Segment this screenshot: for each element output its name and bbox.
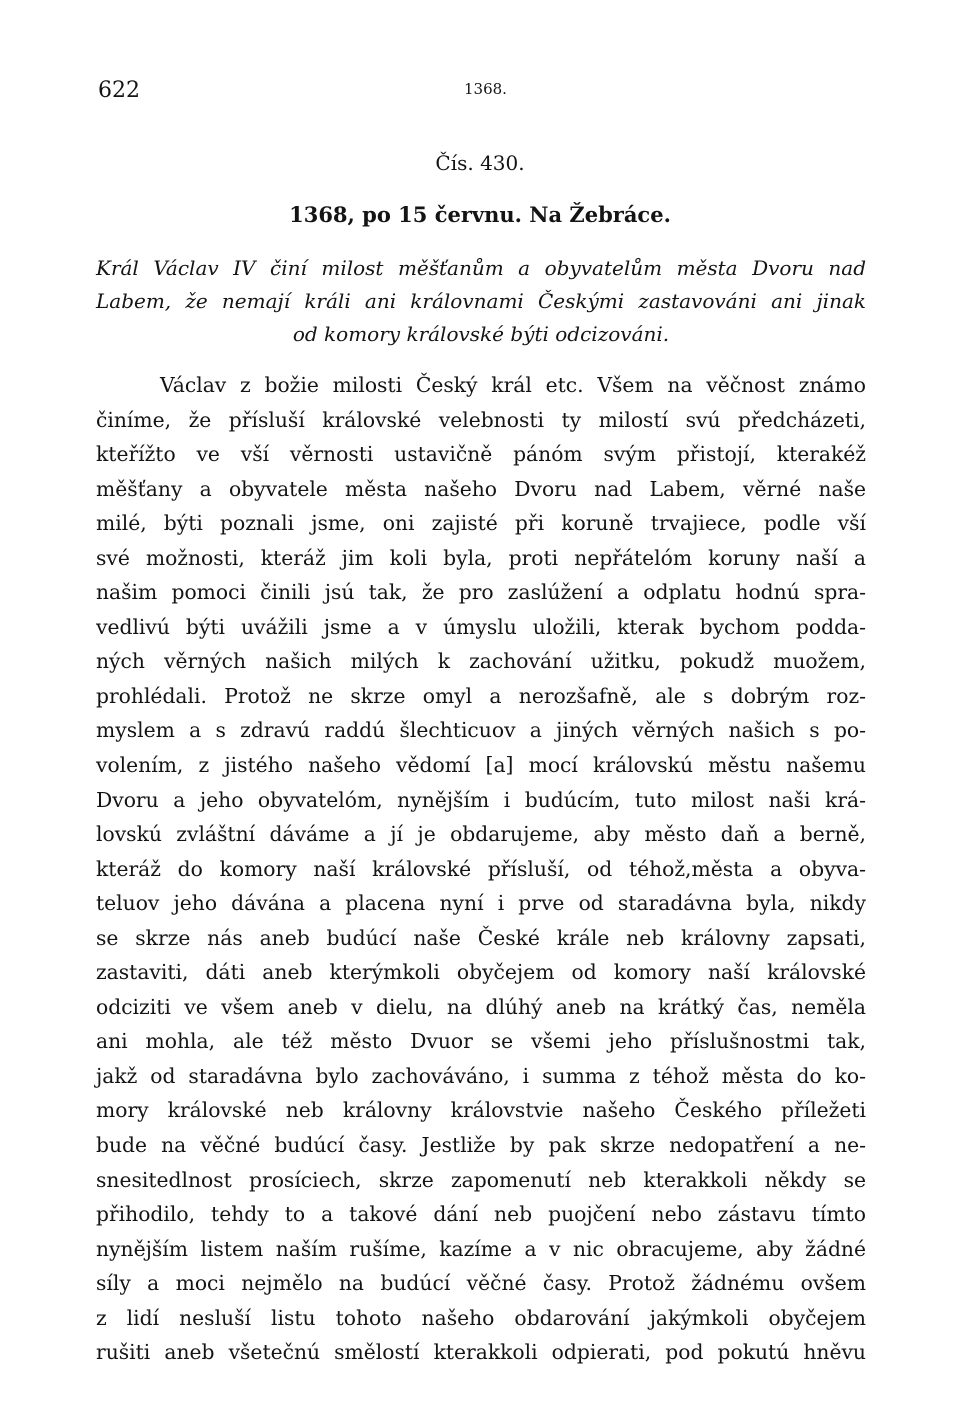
document-heading: 1368, po 15 červnu. Na Žebráce. — [289, 202, 671, 227]
body-line: se skrze nás aneb budúcí naše České krále neb královny zapsati, — [96, 925, 866, 950]
page-number: 622 — [98, 78, 140, 103]
body-line: volením, z jistého našeho vědomí [a] mocí královskú městu našemu — [96, 753, 866, 778]
body-line: nynějším listem naším rušíme, kazíme a v nic obracujeme, aby žádné — [96, 1236, 866, 1261]
body-line: měšťany a obyvatele města našeho Dvoru nad Labem, věrné naše — [96, 476, 866, 501]
body-line: síly a moci nejmělo na budúcí věčné časy. Protož žádnému ovšem — [96, 1271, 866, 1296]
body-line: odciziti ve všem aneb v dielu, na dlúhý aneb na krátký čas, neměla — [96, 994, 866, 1019]
body-line: vedlivú býti uvážili jsme a v úmyslu uložili, kterak bychom podda- — [96, 614, 866, 639]
body-line: kteráž do komory naší královské přísluší, od téhož,města a obyva- — [96, 856, 866, 881]
body-line: své možnosti, kteráž jim koli byla, proti nepřátelóm koruny naší a — [96, 545, 866, 570]
body-line: prohlédali. Protož ne skrze omyl a nerozšafně, ale s dobrým roz- — [96, 683, 866, 708]
body-line: mory královské neb královny královstvie našeho Českého příležeti — [96, 1098, 866, 1123]
body-line: Dvoru a jeho obyvatelóm, nynějším i budúcím, tuto milost naši krá- — [96, 787, 866, 812]
body-line: činíme, že přísluší královské velebnosti ty milostí svú předcházeti, — [96, 407, 866, 432]
body-line: teluov jeho dávána a placena nyní i prve od staradávna byla, nikdy — [96, 891, 866, 916]
regest-line: od komory královské býti odcizováni. — [292, 322, 670, 346]
body-line: jakž od staradávna bylo zachováváno, i summa z téhož města do ko- — [96, 1063, 866, 1088]
body-line: milé, býti poznali jsme, oni zajisté při koruně trvajiece, podle vší — [96, 511, 866, 536]
body-line: zastaviti, dáti aneb kterýmkoli obyčejem od komory naší královské — [96, 960, 866, 985]
body-line: našim pomoci činili jsú tak, že pro zaslúžení a odplatu hodnú spra- — [96, 580, 866, 605]
charter-body-text — [96, 368, 866, 1370]
document-number: Čís. 430. — [435, 151, 525, 175]
body-line: Václav z božie milosti Český král etc. Všem na věčnost známo — [160, 373, 866, 397]
body-line: ani mohla, ale též město Dvuor se všemi jeho příslušnostmi tak, — [96, 1029, 866, 1054]
body-line: lovskú zvláštní dáváme a jí je obdarujeme, aby město daň a berně, — [96, 822, 866, 847]
body-line: ných věrných našich milých k zachování užitku, pokudž muožem, — [96, 649, 866, 674]
body-line: z lidí nesluší listu tohoto našeho obdarování jakýmkoli obyčejem — [96, 1305, 866, 1330]
body-line: bude na věčné budúcí časy. Jestliže by pak skrze nedopatření a ne- — [96, 1133, 866, 1158]
regest-line: Labem, že nemají králi ani královnami Českými zastavováni ani jinak — [96, 289, 866, 313]
running-head-year: 1368. — [464, 80, 507, 98]
body-line: kteřížto ve vší věrnosti ustavičně pánóm svým přistojí, kterakéž — [96, 442, 866, 467]
body-line: přihodilo, tehdy to a takové dání neb puojčení nebo zástavu tímto — [96, 1202, 866, 1227]
body-line: snesitedlnost prosíciech, skrze zapomenutí neb kterakkoli někdy se — [96, 1167, 866, 1192]
body-line: rušiti aneb všetečnú smělostí kterakkoli odpierati, pod pokutú hněvu — [96, 1340, 866, 1365]
regest-summary — [96, 252, 866, 351]
regest-line: Král Václav IV činí milost měšťanům a obyvatelům města Dvoru nad — [96, 256, 866, 280]
body-line: myslem a s zdravú raddú šlechticuov a jiných věrných našich s po- — [96, 718, 866, 743]
